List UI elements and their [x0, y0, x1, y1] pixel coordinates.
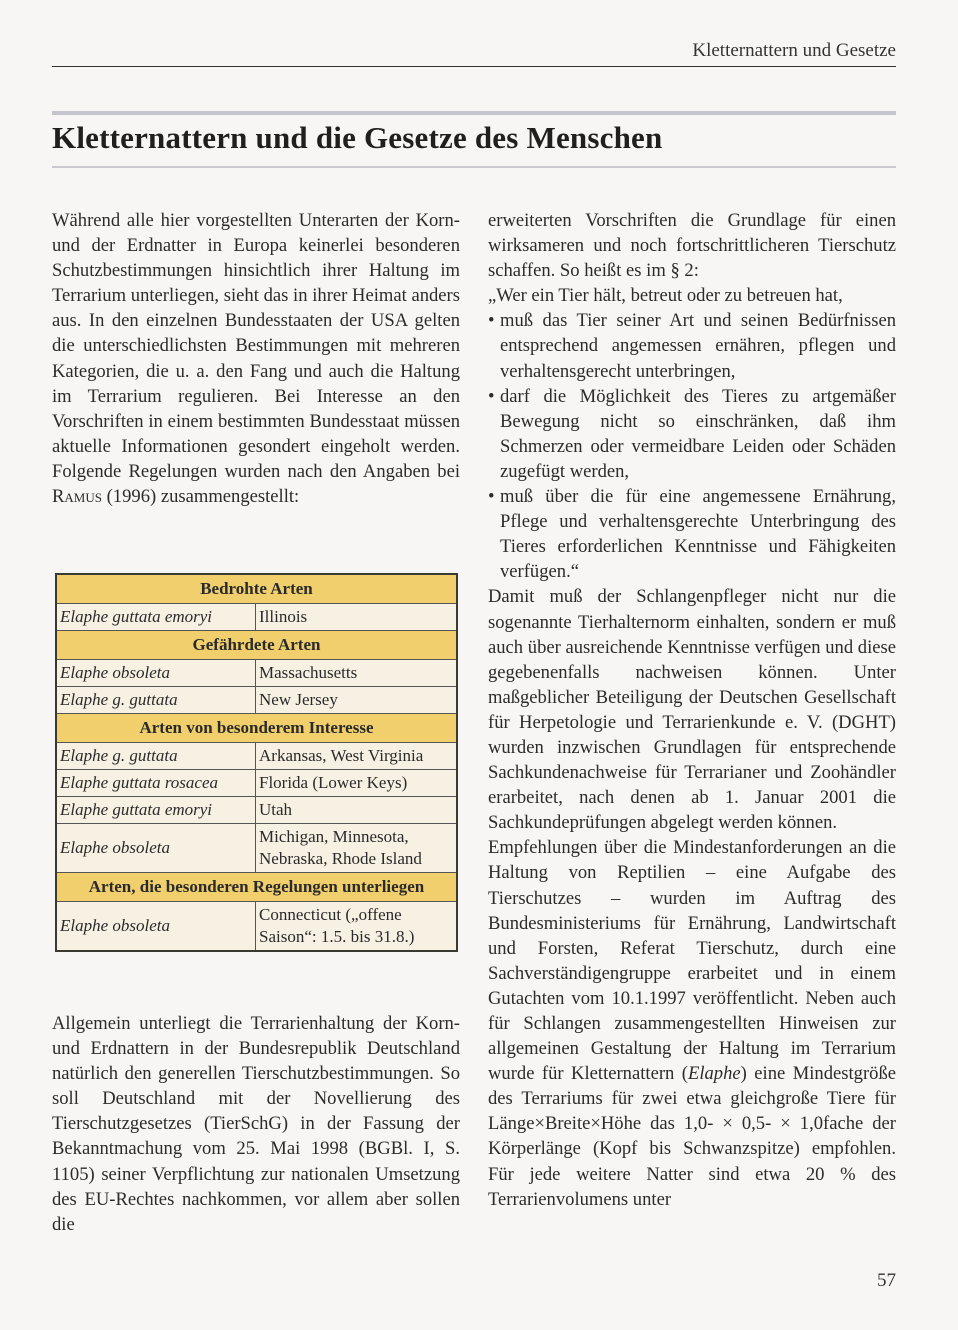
- species-cell: Elaphe g. guttata: [56, 743, 256, 770]
- regulations-table: [55, 573, 458, 952]
- tierschutz-paragraph: Allgemein unterliegt die Terrarienhaltung der Korn- und Erdnattern in der Bundesrepublik Deutschland natürlich den generellen Tierschutzbestimmungen. So soll Deutschland mit der Novellierung des Tierschutzgesetzes (TierSchG) in der Fassung der Bekanntmachung vom 25. Mai 1998 (BGBl. I, S. 1105) seiner Verpflichtung zur nationalen Umsetzung des EU-Rechtes nachkommen, vor allem aber sollen die: [52, 1013, 460, 1235]
- region-cell: Florida (Lower Keys): [256, 770, 458, 797]
- table-section-header: Arten von besonderem Interesse: [56, 714, 457, 743]
- empfehlungen-paragraph: Empfehlungen über die Mindestanforderungen an die Haltung von Reptilien – eine Aufgabe des Tierschutzes – wurden im Auftrag des Bundesministeriums für Ernährung, Landwirtschaft und Forsten, Referat Tierschutz, durch eine Sachverständigengruppe erarbeitet und in einem Gutachten vom 10.1.1997 veröffentlicht. Neben auch für Schlangen zusammengestellten Hinweisen zur allgemeinen Gestaltung der Haltung im Terrarium wurde für Kletternattern (Elaphe) eine Mindestgröße des Terrariums für zwei etwa gleichgroße Tiere für Länge×Breite×Höhe das 1,0- × 0,5- × 1,0fache der Körperlänge (Kopf bis Schwanzspitze) empfohlen. Für jede weitere Natter sind etwa 20 % des Terrarienvolumens unter: [488, 837, 896, 1210]
- table-section-header: Bedrohte Arten: [56, 574, 457, 604]
- right-column: [488, 208, 896, 1212]
- species-cell: Elaphe guttata rosacea: [56, 770, 256, 797]
- bullet-item: • muß das Tier seiner Art und seinen Bedürfnissen entsprechend angemessen ernähren, pflegen und verhaltensgerecht unterbringen,: [488, 308, 896, 383]
- table-row: [56, 770, 457, 797]
- continuation-paragraph: erweiterten Vorschriften die Grundlage für einen wirksameren und noch fortschrittlicheren Tierschutz schaffen. So heißt es im § 2:: [488, 210, 896, 282]
- table-section-header: Arten, die besonderen Regelungen unterliegen: [56, 873, 457, 902]
- species-cell: Elaphe guttata emoryi: [56, 797, 256, 824]
- table-section-header: Gefährdete Arten: [56, 631, 457, 660]
- table-row: [56, 687, 457, 714]
- table-row: [56, 660, 457, 687]
- region-cell: Connecticut („offene Saison“: 1.5. bis 31.8.): [256, 902, 458, 952]
- table-row: [56, 797, 457, 824]
- region-cell: New Jersey: [256, 687, 458, 714]
- bullet-item: • darf die Möglichkeit des Tieres zu artgemäßer Bewegung nicht so einschränken, daß ihm Schmerzen oder vermeidbare Leiden oder Schäden zugefügt werden,: [488, 384, 896, 484]
- intro-column: [52, 208, 460, 509]
- left-bottom-column: [52, 1011, 460, 1237]
- region-cell: Utah: [256, 797, 458, 824]
- genus-name: Elaphe: [687, 1063, 741, 1085]
- species-cell: Elaphe obsoleta: [56, 902, 256, 952]
- region-cell: Massachusetts: [256, 660, 458, 687]
- title-rule-top: [52, 111, 896, 115]
- page-title: Kletternattern und die Gesetze des Menschen: [52, 120, 663, 155]
- intro-paragraph: Während alle hier vorgestellten Unterarten der Korn- und der Erdnatter in Europa keinerlei besonderen Schutzbestimmungen hinsichtlich ihrer Haltung im Terrarium unterliegen, sieht das in ihrer Heimat anders aus. In den einzelnen Bundesstaaten der USA gelten die unterschiedlichsten Bestimmungen mit mehreren Kategorien, die u. a. den Fang und auch die Haltung im Terrarium regulieren. Bei Interesse an den Vorschriften in einem bestimmten Bundesstaat müssen aktuelle Informationen gesondert eingeholt werden. Folgende Regelungen wurden nach den Angaben bei Ramus (1996) zusammengestellt:: [52, 210, 460, 508]
- bullet-item: • muß über die für eine angemessene Ernährung, Pflege und verhaltensgerechte Unterbringung des Tieres erforderlichen Kenntnisse und Fähigkeiten verfügen.“: [488, 484, 896, 584]
- region-cell: Arkansas, West Virginia: [256, 743, 458, 770]
- table-row: [56, 902, 457, 952]
- header-rule: [52, 66, 896, 67]
- region-cell: Michigan, Minnesota, Nebraska, Rhode Island: [256, 824, 458, 873]
- table-row: [56, 824, 457, 873]
- species-cell: Elaphe g. guttata: [56, 687, 256, 714]
- quote-intro: „Wer ein Tier hält, betreut oder zu betreuen hat,: [488, 285, 843, 307]
- table-row: [56, 743, 457, 770]
- page-number: 57: [877, 1270, 896, 1291]
- species-cell: Elaphe obsoleta: [56, 824, 256, 873]
- table-row: [56, 604, 457, 631]
- running-head: Kletternattern und Gesetze: [692, 40, 896, 61]
- author-name: Ramus: [52, 486, 102, 508]
- sachkunde-paragraph: Damit muß der Schlangenpfleger nicht nur die sogenannte Tierhalternorm einhalten, sondern er muß auch über ausreichende Kenntnisse verfügen und diese gegebenenfalls nachweisen können. Unter maßgeblicher Beteiligung der Deutschen Gesellschaft für Herpetologie und Terrarienkunde e. V. (DGHT) wurden inzwischen Grundlagen für entsprechende Sachkundenachweise für Terrarianer und Zoohändler erarbeitet, nach denen ab 1. Januar 2001 die Sachkundeprüfungen abgelegt werden können.: [488, 586, 896, 834]
- species-cell: Elaphe obsoleta: [56, 660, 256, 687]
- species-cell: Elaphe guttata emoryi: [56, 604, 256, 631]
- title-rule-bottom: [52, 166, 896, 168]
- region-cell: Illinois: [256, 604, 458, 631]
